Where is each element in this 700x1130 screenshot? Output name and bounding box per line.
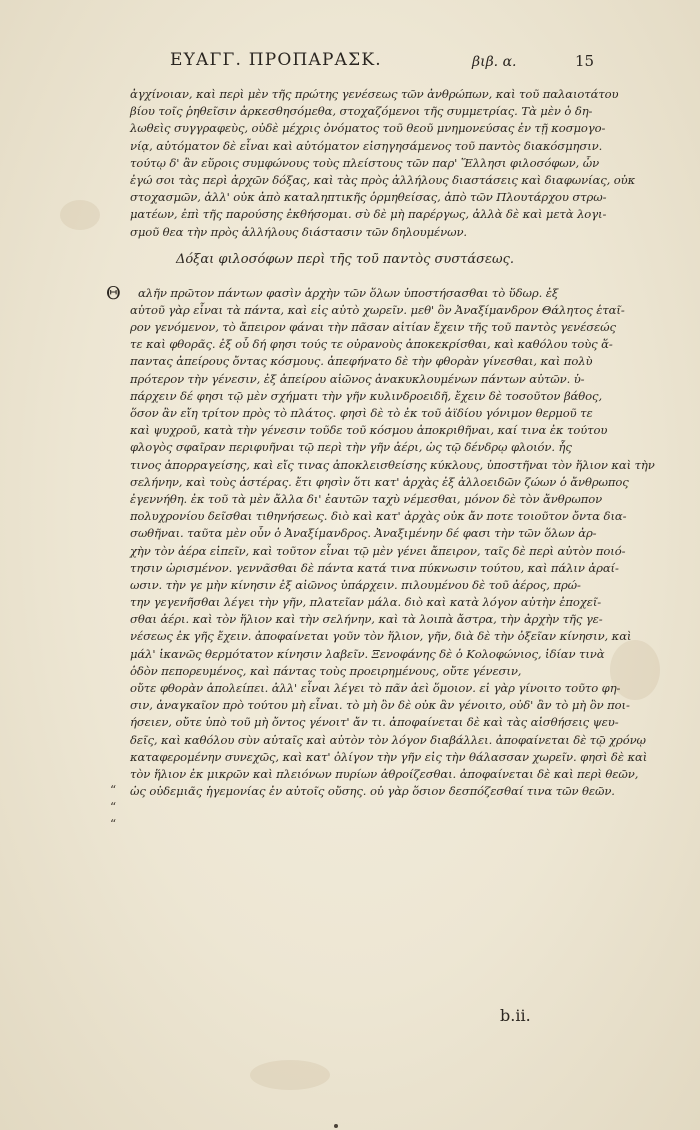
paragraph-two-line: τινος ἀπορραγείσης, καὶ εἴς τινας ἀποκλεισθείσης κύκλους, ὑποστῆναι τὸν ἥλιον καὶ τὴν <box>130 457 655 472</box>
paragraph-one-line: ἀγχίνοιαν, καὶ περὶ μὲν τῆς πρώτης γενέσεως τῶν ἀνθρώπων, καὶ τοῦ παλαιοτάτου <box>130 87 619 101</box>
text-block <box>106 86 655 800</box>
section-heading: Δόξαι φιλοσόφων περὶ τῆς τοῦ παντὸς συστάσεως. <box>175 251 515 267</box>
paper-stain <box>60 200 100 230</box>
paragraph-two-line: ὅσον ἂν εἴη τρίτον πρὸς τὸ πλάτος. φησὶ δὲ τὸ ἐκ τοῦ ἀϊδίου γόνιμον θερμοῦ τε <box>130 406 593 420</box>
paragraph-one-line: βίου τοῖς ῥηθεῖσιν ἀρκεσθησόμεθα, στοχαζόμενοι τῆς συμμετρίας. Τὰ μὲν ὁ δη- <box>130 104 593 119</box>
paragraph-two-line: φλογὸς σφαῖραν περιφυῆναι τῷ περὶ τὴν γῆν ἀέρι, ὡς τῷ δένδρῳ φλοιόν. ἧς <box>130 440 572 455</box>
paragraph-two-line: καταφερομένην συνεχῶς, καὶ κατ' ὀλίγον τὴν γῆν εἰς τὴν θάλασσαν χωρεῖν. φησὶ δὲ καὶ <box>130 749 648 764</box>
paragraph-two-line: πρότερον τὴν γένεσιν, ἐξ ἀπείρου αἰῶνος ἀνακυκλουμένων πάντων αὐτῶν. ὑ- <box>130 371 585 386</box>
paper-stain <box>250 1060 330 1090</box>
running-header <box>170 50 595 80</box>
signature-mark: b.ii. <box>500 1006 531 1025</box>
paragraph-two-line: ὁδὸν πεπορευμένος, καὶ πάντας τοὺς προειρημένους, οὔτε γένεσιν, <box>130 663 522 678</box>
margin-quote-mark: “ <box>110 800 117 814</box>
paragraph-two-line: ωσιν. τὴν γε μὴν κίνησιν ἐξ αἰῶνος ὑπάρχειν. πιλουμένου δὲ τοῦ ἀέρος, πρώ- <box>130 577 581 592</box>
paragraph-two-line: τησιν ὡρισμένον. γεννᾶσθαι δὲ πάντα κατά τινα πύκνωσιν τούτου, καὶ πάλιν ἀραί- <box>130 560 619 575</box>
paragraph-two-line: παντας ἀπείρους ὄντας κόσμους. ἀπεφήνατο δὲ τὴν φθορὰν γίνεσθαι, καὶ πολὺ <box>130 354 593 369</box>
paragraph-one <box>130 86 636 241</box>
paragraph-two-line: σελήνην, καὶ τοὺς ἀστέρας. ἔτι φησὶν ὅτι κατ' ἀρχὰς ἐξ ἀλλοειδῶν ζώων ὁ ἄνθρωπος <box>130 474 629 489</box>
running-title: ΕΥΑΓΓ. ΠΡΟΠΑΡΑΣΚ. <box>170 50 382 70</box>
paragraph-one-line: τούτῳ δ' ἂν εὕροις συμφώνους τοὺς πλείστους τῶν παρ' Ἕλλησι φιλοσόφων, ὧν <box>130 155 600 170</box>
paragraph-one-line: ματέων, ἐπὶ τῆς παρούσης ἐκθήσομαι. σὺ δὲ μὴ παρέργως, ἀλλὰ δὲ καὶ μετὰ λογι- <box>130 207 607 222</box>
paragraph-two-line: πάρχειν δέ φησι τῷ μὲν σχήματι τὴν γῆν κυλινδροειδῆ, ἔχειν δὲ τοσοῦτον βάθος, <box>130 388 603 403</box>
paragraph-two-line: καὶ ψυχροῦ, κατὰ τὴν γένεσιν τοῦδε τοῦ κόσμου ἀποκριθῆναι, καί τινα ἐκ τούτου <box>130 423 608 438</box>
book-reference: βιβ. α. <box>472 54 517 70</box>
paragraph-two-line: τὸν ἥλιον ἐκ μικρῶν καὶ πλειόνων πυρίων ἀθροίζεσθαι. ἀποφαίνεται δὲ καὶ περὶ θεῶν, <box>130 766 639 781</box>
paragraph-two-line: σιν, ἀναγκαῖον πρὸ τούτου μὴ εἶναι. τὸ μὴ ὂν δὲ οὐκ ἂν γένοιτο, οὐδ' ἂν τὸ μὴ ὂν ποι- <box>130 698 630 713</box>
paragraph-one-line: σμοῦ θεα τὴν πρὸς ἀλλήλους διάστασιν τῶν δηλουμένων. <box>130 224 467 239</box>
margin-quote-mark: “ <box>110 783 117 797</box>
paragraph-two-line: οὔτε φθορὰν ἀπολείπει. ἀλλ' εἶναι λέγει τὸ πᾶν ἀεὶ ὅμοιον. εἰ γὰρ γίνοιτο τοῦτο φη- <box>130 681 621 695</box>
paragraph-two-line: ἐγεννήθη. ἐκ τοῦ τὰ μὲν ἄλλα δι' ἑαυτῶν ταχὺ νέμεσθαι, μόνον δὲ τὸν ἄνθρωπον <box>130 491 603 506</box>
paragraph-two-line: νέσεως ἐκ γῆς ἔχειν. ἀποφαίνεται γοῦν τὸν ἥλιον, γῆν, διὰ δὲ τὴν ὀξεῖαν κίνησιν, καὶ <box>130 629 632 644</box>
page-number: 15 <box>575 52 595 70</box>
paragraph-two-line: τε καὶ φθορᾶς. ἐξ οὗ δή φησι τούς τε οὐρανοὺς ἀποκεκρίσθαι, καὶ καθόλου τοὺς ἅ- <box>130 337 613 352</box>
paragraph-two-line: ρον γενόμενον, τὸ ἄπειρον φάναι τὴν πᾶσαν αἰτίαν ἔχειν τῆς τοῦ παντὸς γενέσεώς <box>130 320 616 335</box>
drop-initial: Θ <box>106 282 121 304</box>
paragraph-one-line: στοχασμῶν, ἀλλ' οὐκ ἀπὸ καταληπτικῆς ὁρμηθείσας, ἀπὸ τῶν Πλουτάρχου στρω- <box>130 190 607 205</box>
paragraph-one-line: λωθεὶς συγγραφεὺς, οὐδὲ μέχρις ὀνόματος τοῦ θεοῦ μνημονεύσας ἐν τῇ κοσμογο- <box>130 121 606 136</box>
paragraph-two-line: αλῆν πρῶτον πάντων φασὶν ἀρχὴν τῶν ὅλων ὑποστήσασθαι τὸ ὕδωρ. ἐξ <box>138 285 559 300</box>
paragraph-two-line: δεῖς, καὶ καθόλου σὺν αὐταῖς καὶ αὐτὸν τὸν λόγον διαβάλλει. ἀποφαίνεται δὲ τῷ χρόνῳ <box>130 732 646 747</box>
paragraph-two-line: αὐτοῦ γὰρ εἶναι τὰ πάντα, καὶ εἰς αὐτὸ χωρεῖν. μεθ' ὃν Ἀναξίμανδρον Θάλητος ἑταῖ- <box>130 302 625 317</box>
paragraph-one-line: ἐγώ σοι τὰς περὶ ἀρχῶν δόξας, καὶ τὰς πρὸς ἀλλήλους διαστάσεις καὶ διαφωνίας, οὐκ <box>130 172 636 187</box>
paragraph-two-line: πολυχρονίου δεῖσθαι τιθηνήσεως. διὸ καὶ κατ' ἀρχὰς οὐκ ἄν ποτε τοιοῦτον ὄντα δια- <box>130 509 627 524</box>
paragraph-two-line: την γεγενῆσθαι λέγει τὴν γῆν, πλατεῖαν μάλα. διὸ καὶ κατὰ λόγον αὐτὴν ἐποχεῖ- <box>130 595 602 610</box>
margin-quote-mark: “ <box>110 817 117 831</box>
paragraph-two-line: χὴν τὸν ἀέρα εἰπεῖν, καὶ τοῦτον εἶναι τῷ μὲν γένει ἄπειρον, ταῖς δὲ περὶ αὐτὸν ποιό- <box>130 543 626 558</box>
paragraph-two <box>106 282 655 801</box>
paragraph-two-line: ὡς οὐδεμιᾶς ἡγεμονίας ἐν αὐτοῖς οὔσης. οὐ γὰρ ὅσιον δεσπόζεσθαί τινα τῶν θεῶν. <box>130 784 615 799</box>
paragraph-two-line: μάλ' ἱκανῶς θερμότατον κίνησιν λαβεῖν. Ξενοφάνης δὲ ὁ Κολοφώνιος, ἰδίαν τινὰ <box>130 646 605 661</box>
paragraph-two-line: ήσειεν, οὔτε ὑπὸ τοῦ μὴ ὄντος γένοιτ' ἄν τι. ἀποφαίνεται δὲ καὶ τὰς αἰσθήσεις ψευ- <box>130 715 619 730</box>
page-dot <box>334 1124 338 1128</box>
paragraph-one-line: νίᾳ, αὐτόματον δὲ εἶναι καὶ αὐτόματον εἰσηγησάμενος τοῦ παντὸς διακόσμησιν. <box>130 138 603 153</box>
paragraph-two-line: σωθῆναι. ταῦτα μὲν οὖν ὁ Ἀναξίμανδρος. Ἀναξιμένην δέ φασι τὴν τῶν ὅλων ἀρ- <box>130 526 597 541</box>
paragraph-two-line: σθαι ἀέρι. καὶ τὸν ἥλιον καὶ τὴν σελήνην, καὶ τὰ λοιπὰ ἄστρα, τὴν ἀρχὴν τῆς γε- <box>130 612 603 627</box>
